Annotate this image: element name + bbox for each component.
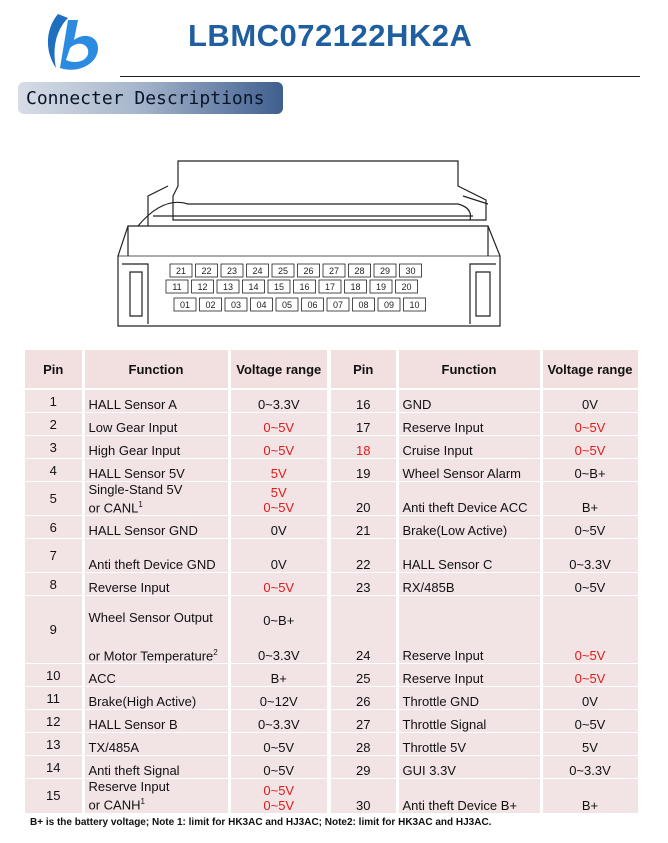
voltage-cell: 0~5V	[541, 516, 639, 539]
pin-number-label: 09	[383, 300, 395, 310]
pin-cell: 15	[25, 779, 83, 813]
voltage-cell	[229, 482, 329, 516]
voltage-cell: 0~12V	[229, 687, 329, 710]
pin-cell: 18	[329, 436, 397, 459]
voltage-cell: 0~5V	[541, 710, 639, 733]
pin-cell: 16	[329, 389, 397, 413]
pin-number-label: 27	[328, 266, 340, 276]
voltage-cell: B+	[541, 779, 639, 813]
table-row	[25, 539, 639, 573]
pin-cell: 13	[25, 733, 83, 756]
pin-number-label: 07	[332, 300, 344, 310]
function-cell: Anti theft Device GND	[83, 539, 229, 573]
voltage-cell: 0~5V	[229, 573, 329, 596]
header-voltage: Voltage range	[541, 350, 639, 389]
pin-number-label: 16	[299, 282, 310, 292]
table-row	[25, 779, 639, 813]
section-title: Connecter Descriptions	[26, 88, 265, 109]
function-cell: Anti theft Signal	[83, 756, 229, 779]
pin-cell: 10	[25, 664, 83, 687]
pin-cell: 3	[25, 436, 83, 459]
table-row	[25, 516, 639, 539]
function-line: or CANL$^1$	[88, 500, 143, 516]
pin-number-label: 30	[405, 266, 416, 276]
pin-description-table	[25, 350, 641, 814]
page-header	[0, 0, 668, 80]
connector-pin-grid	[166, 264, 426, 311]
voltage-cell: 0~5V	[541, 436, 639, 459]
pin-cell: 7	[25, 539, 83, 573]
function-cell: HALL Sensor GND	[83, 516, 229, 539]
pin-number-label: 08	[358, 300, 369, 310]
pin-cell: 11	[25, 687, 83, 710]
voltage-cell: 0~5V	[229, 436, 329, 459]
pin-cell: 6	[25, 516, 83, 539]
header-function: Function	[397, 350, 541, 389]
voltage-cell: B+	[229, 664, 329, 687]
pin-cell: 20	[329, 482, 397, 516]
voltage-line: 0~3.3V	[257, 648, 300, 664]
voltage-cell: 0~5V	[541, 413, 639, 436]
function-cell: HALL Sensor B	[83, 710, 229, 733]
voltage-cell: 0~5V	[541, 664, 639, 687]
voltage-line: 0~5V	[263, 782, 295, 798]
function-cell: TX/485A	[83, 733, 229, 756]
function-cell: Cruise Input	[397, 436, 541, 459]
pin-cell: 22	[329, 539, 397, 573]
pin-number-label: 15	[273, 282, 285, 292]
table-row	[25, 482, 639, 516]
pin-number-label: 21	[175, 266, 187, 276]
voltage-cell: 0V	[541, 389, 639, 413]
voltage-cell: 0~3.3V	[541, 756, 639, 779]
pin-cell: 28	[329, 733, 397, 756]
model-number-title: LBMC072122HK2A	[188, 18, 473, 53]
pin-cell: 26	[329, 687, 397, 710]
table-row	[25, 596, 639, 664]
pin-cell: 17	[329, 413, 397, 436]
voltage-cell: 0~5V	[229, 733, 329, 756]
header-pin: Pin	[329, 350, 397, 389]
function-cell	[83, 596, 229, 664]
voltage-cell: 0V	[229, 516, 329, 539]
function-cell: HALL Sensor A	[83, 389, 229, 413]
pin-number-label: 05	[281, 300, 293, 310]
header-function: Function	[83, 350, 229, 389]
pin-number-label: 11	[172, 282, 182, 292]
company-logo-icon	[38, 8, 108, 78]
function-cell: Anti theft Device B+	[397, 779, 541, 813]
pin-cell: 19	[329, 459, 397, 482]
footnote-marker: 2	[213, 648, 218, 657]
function-cell: Brake(Low Active)	[397, 516, 541, 539]
function-cell: Reserve Input	[397, 596, 541, 664]
voltage-cell: 0~5V	[229, 413, 329, 436]
voltage-cell: 0~5V	[541, 596, 639, 664]
pin-number-label: 24	[252, 266, 263, 276]
table-row	[25, 436, 639, 459]
pin-number-label: 23	[226, 266, 238, 276]
pin-cell: 1	[25, 389, 83, 413]
function-cell: Anti theft Device ACC	[397, 482, 541, 516]
connector-diagram	[108, 156, 508, 336]
pin-number-label: 01	[179, 300, 191, 310]
function-cell	[83, 482, 229, 516]
pin-cell: 21	[329, 516, 397, 539]
pin-number-label: 20	[401, 282, 412, 292]
table-row	[25, 756, 639, 779]
table-row	[25, 459, 639, 482]
function-line: Single-Stand 5V	[88, 482, 183, 497]
voltage-cell: 0~3.3V	[541, 539, 639, 573]
voltage-cell: 0~5V	[541, 573, 639, 596]
function-cell: Reserve Input	[397, 664, 541, 687]
function-cell	[83, 779, 229, 813]
function-cell: ACC	[83, 664, 229, 687]
function-cell: Throttle GND	[397, 687, 541, 710]
pin-cell: 29	[329, 756, 397, 779]
table-row	[25, 664, 639, 687]
pin-cell: 4	[25, 459, 83, 482]
function-cell: GND	[397, 389, 541, 413]
function-cell: HALL Sensor C	[397, 539, 541, 573]
pin-cell: 5	[25, 482, 83, 516]
pin-number-label: 12	[197, 282, 208, 292]
pin-cell: 24	[329, 596, 397, 664]
table-header-row	[25, 350, 639, 389]
pin-number-label: 04	[256, 300, 267, 310]
footnote-marker: 1	[138, 500, 143, 509]
header-divider	[120, 76, 640, 77]
pin-cell: 23	[329, 573, 397, 596]
voltage-cell: 0~5V	[229, 756, 329, 779]
pin-number-label: 29	[379, 266, 391, 276]
table-row	[25, 573, 639, 596]
pin-number-label: 14	[248, 282, 259, 292]
pin-cell: 8	[25, 573, 83, 596]
voltage-line: 0~5V	[263, 797, 295, 813]
function-cell: Throttle Signal	[397, 710, 541, 733]
function-cell: Reverse Input	[83, 573, 229, 596]
function-line: Wheel Sensor Output	[88, 610, 213, 625]
table-row	[25, 413, 639, 436]
pin-number-label: 22	[201, 266, 212, 276]
pin-number-label: 28	[354, 266, 365, 276]
voltage-cell: 0V	[229, 539, 329, 573]
pin-cell: 25	[329, 664, 397, 687]
pin-number-label: 26	[303, 266, 314, 276]
function-cell: Wheel Sensor Alarm	[397, 459, 541, 482]
pin-number-label: 18	[350, 282, 361, 292]
voltage-line: 5V	[270, 485, 287, 501]
header-pin: Pin	[25, 350, 83, 389]
function-cell: RX/485B	[397, 573, 541, 596]
table-row	[25, 733, 639, 756]
table-row	[25, 710, 639, 733]
section-banner	[18, 82, 283, 114]
function-line: or CANH$^1$	[88, 797, 145, 813]
voltage-cell: 0~B+	[541, 459, 639, 482]
pin-number-label: 25	[277, 266, 289, 276]
voltage-line: 0~B+	[263, 613, 295, 629]
function-cell: Brake(High Active)	[83, 687, 229, 710]
function-line: or Motor Temperature$^2$	[88, 648, 218, 664]
pin-cell: 9	[25, 596, 83, 664]
function-cell: High Gear Input	[83, 436, 229, 459]
voltage-line: 0~5V	[263, 500, 295, 516]
function-cell: Low Gear Input	[83, 413, 229, 436]
function-cell: HALL Sensor 5V	[83, 459, 229, 482]
voltage-cell: B+	[541, 482, 639, 516]
header-voltage: Voltage range	[229, 350, 329, 389]
pin-number-label: 03	[230, 300, 242, 310]
pin-number-label: 19	[375, 282, 387, 292]
pin-cell: 30	[329, 779, 397, 813]
table-row	[25, 389, 639, 413]
function-line: Reserve Input	[88, 779, 170, 795]
voltage-cell: 5V	[229, 459, 329, 482]
voltage-cell: 0V	[541, 687, 639, 710]
pin-cell: 2	[25, 413, 83, 436]
footnote: B+ is the battery voltage; Note 1: limit for HK3AC and HJ3AC; Note2: limit for HK3AC and HJ3AC.	[30, 817, 492, 828]
footnote-marker: 1	[140, 797, 145, 807]
function-cell: Throttle 5V	[397, 733, 541, 756]
pin-number-label: 17	[324, 282, 336, 292]
pin-number-label: 02	[205, 300, 216, 310]
pin-cell: 12	[25, 710, 83, 733]
function-cell: Reserve Input	[397, 413, 541, 436]
pin-number-label: 13	[222, 282, 234, 292]
pin-cell: 27	[329, 710, 397, 733]
pin-number-label: 06	[307, 300, 318, 310]
voltage-cell: 0~3.3V	[229, 389, 329, 413]
voltage-cell	[229, 596, 329, 664]
voltage-cell	[229, 779, 329, 813]
pin-cell: 14	[25, 756, 83, 779]
function-cell: GUI 3.3V	[397, 756, 541, 779]
pin-number-label: 10	[409, 300, 420, 310]
voltage-cell: 0~3.3V	[229, 710, 329, 733]
table-row	[25, 687, 639, 710]
voltage-cell: 5V	[541, 733, 639, 756]
